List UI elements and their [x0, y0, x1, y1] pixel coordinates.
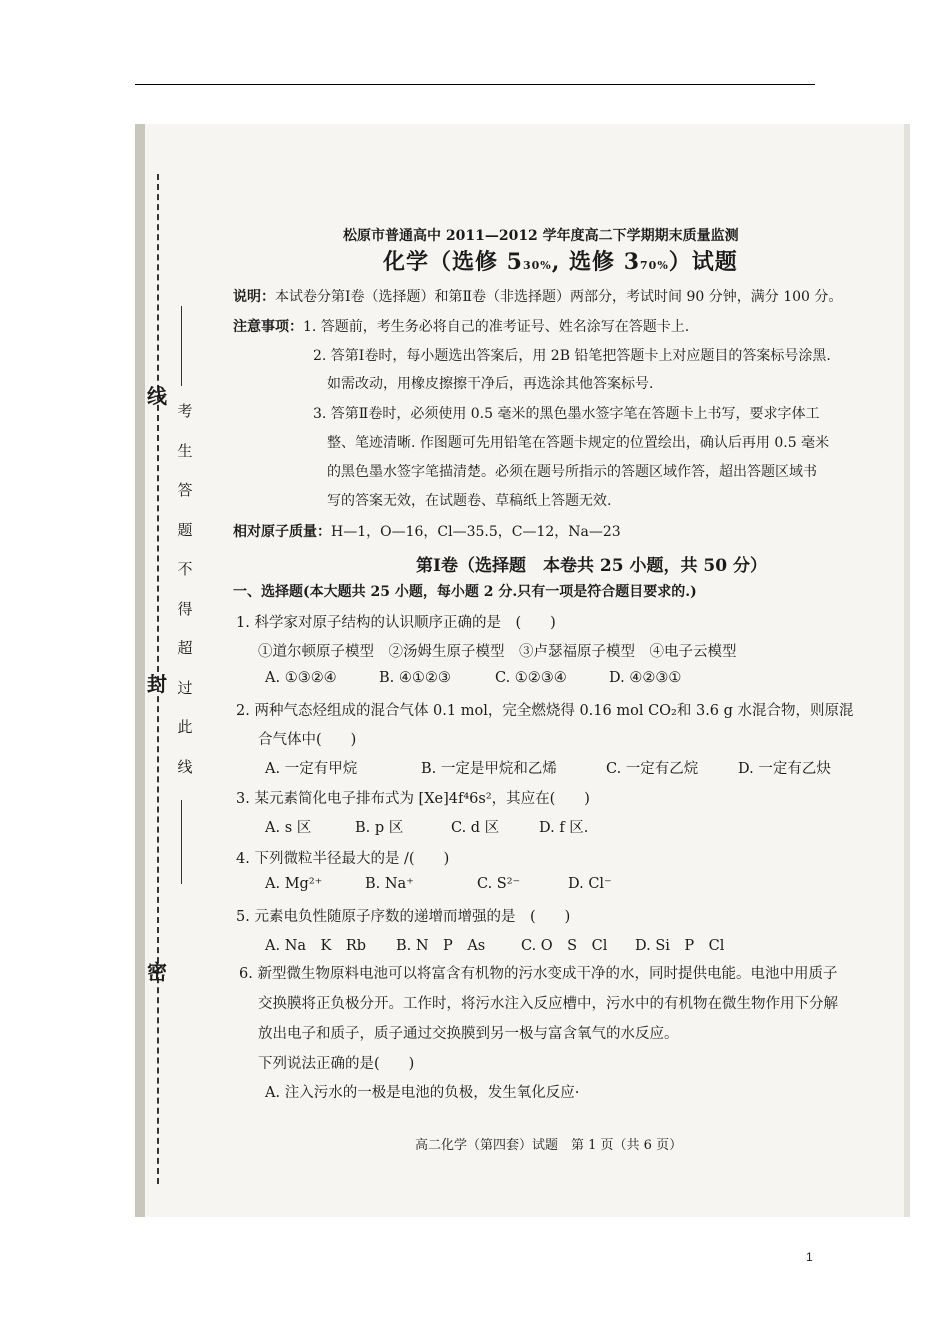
notice-line-2b: 如需改动，用橡皮擦擦干净后，再选涂其他答案标号.	[327, 376, 654, 392]
header-rule	[135, 84, 815, 85]
question-2-option-d: D. 一定有乙炔	[738, 761, 831, 777]
question-2: 2. 两种气态烃组成的混合气体 0.1 mol，完全燃烧得 0.16 mol CO₂和 3.6 g 水混合物，则原混	[236, 703, 854, 719]
question-2-option-a: A. 一定有甲烷	[265, 761, 358, 777]
binding-solid-line-top	[181, 306, 182, 386]
explain-line: 说明：本试卷分第Ⅰ卷（选择题）和第Ⅱ卷（非选择题）两部分，考试时间 90 分钟，满分 100 分。	[233, 289, 843, 305]
question-5-option-c: C. O S Cl	[521, 938, 608, 954]
question-3-option-b: B. p 区	[355, 820, 404, 836]
exam-header: 松原市普通高中 2011—2012 学年度高二下学期期末质量监测	[343, 228, 739, 244]
question-6b: 交换膜将正负极分开。工作时，将污水注入反应槽中，污水中的有机物在微生物作用下分解	[258, 996, 838, 1012]
question-4-option-b: B. Na⁺	[365, 876, 414, 892]
question-4: 4. 下列微粒半径最大的是 /( )	[236, 851, 450, 867]
question-5-option-a: A. Na K Rb	[265, 938, 367, 954]
notice-line-3c: 的黑色墨水签字笔描清楚。必须在题号所指示的答题区域作答，超出答题区域书	[327, 464, 817, 480]
question-1-option-b: B. ④①②③	[379, 670, 451, 686]
question-4-option-c: C. S²⁻	[477, 876, 521, 892]
question-6d: 下列说法正确的是( )	[258, 1056, 415, 1072]
binding-note: 考生答题不得超过此线	[177, 402, 193, 776]
scanned-exam-page	[135, 124, 910, 1217]
notice-line-2: 2. 答第Ⅰ卷时，每小题选出答案后，用 2B 铅笔把答题卡上对应题目的答案标号涂黑.	[313, 348, 831, 364]
exam-title: 化学（选修 530%, 选修 370%）试题	[383, 249, 738, 275]
question-5: 5. 元素电负性随原子序数的递增而增强的是 ( )	[236, 909, 571, 925]
question-3-option-c: C. d 区	[451, 820, 500, 836]
notice-line-3: 3. 答第Ⅱ卷时，必须使用 0.5 毫米的黑色墨水签字笔在答题卡上书写，要求字体工	[313, 406, 820, 422]
binding-char-line: 线	[147, 384, 167, 408]
question-6c: 放出电子和质子，质子通过交换膜到另一极与富含氧气的水反应。	[258, 1026, 679, 1042]
question-1: 1. 科学家对原子结构的认识顺序正确的是 ( )	[236, 615, 556, 631]
notice-line-3b: 整、笔迹清晰. 作图题可先用铅笔在答题卡规定的位置绘出，确认后再用 0.5 毫米	[327, 435, 830, 451]
question-1-option-d: D. ④②③①	[609, 670, 682, 686]
question-6-option-a: A. 注入污水的一极是电池的负极，发生氧化反应·	[265, 1085, 580, 1101]
scan-left-edge	[135, 124, 145, 1217]
part-one-heading: 一、选择题(本大题共 25 小题，每小题 2 分.只有一项是符合题目要求的.)	[233, 584, 697, 600]
notice-line-3d: 写的答案无效，在试题卷、草稿纸上答题无效.	[327, 493, 612, 509]
question-4-option-d: D. Cl⁻	[568, 876, 612, 892]
question-5-option-d: D. Si P Cl	[635, 938, 725, 954]
question-2-option-c: C. 一定有乙烷	[606, 761, 699, 777]
question-2-option-b: B. 一定是甲烷和乙烯	[421, 761, 557, 777]
question-5-option-b: B. N P As	[396, 938, 486, 954]
question-2b: 合气体中( )	[258, 732, 357, 748]
question-3: 3. 某元素简化电子排布式为 [Xe]4f⁴6s²，其应在( )	[236, 791, 590, 807]
question-3-option-d: D. f 区.	[539, 820, 589, 836]
scan-right-edge	[904, 124, 910, 1217]
page-number: 1	[806, 1250, 813, 1264]
atomic-mass-line: 相对原子质量：H—1，O—16，Cl—35.5，C—12，Na—23	[233, 524, 621, 540]
binding-char-seal: 封	[147, 672, 167, 696]
question-1-option-c: C. ①②③④	[495, 670, 567, 686]
question-1-items: ①道尔顿原子模型 ②汤姆生原子模型 ③卢瑟福原子模型 ④电子云模型	[258, 644, 737, 660]
question-1-option-a: A. ①③②④	[265, 670, 337, 686]
question-4-option-a: A. Mg²⁺	[265, 876, 323, 892]
binding-solid-line-bottom	[181, 800, 182, 884]
binding-char-secret: 密	[147, 960, 167, 984]
section-title: 第Ⅰ卷（选择题 本卷共 25 小题，共 50 分）	[416, 556, 767, 576]
question-6: 6. 新型微生物原料电池可以将富含有机物的污水变成干净的水，同时提供电能。电池中用质子	[239, 966, 838, 982]
notice-line-1: 注意事项：1. 答题前，考生务必将自己的准考证号、姓名涂写在答题卡上.	[233, 319, 690, 335]
question-3-option-a: A. s 区	[265, 820, 312, 836]
exam-footer: 高二化学（第四套）试题 第 1 页（共 6 页）	[415, 1138, 683, 1153]
